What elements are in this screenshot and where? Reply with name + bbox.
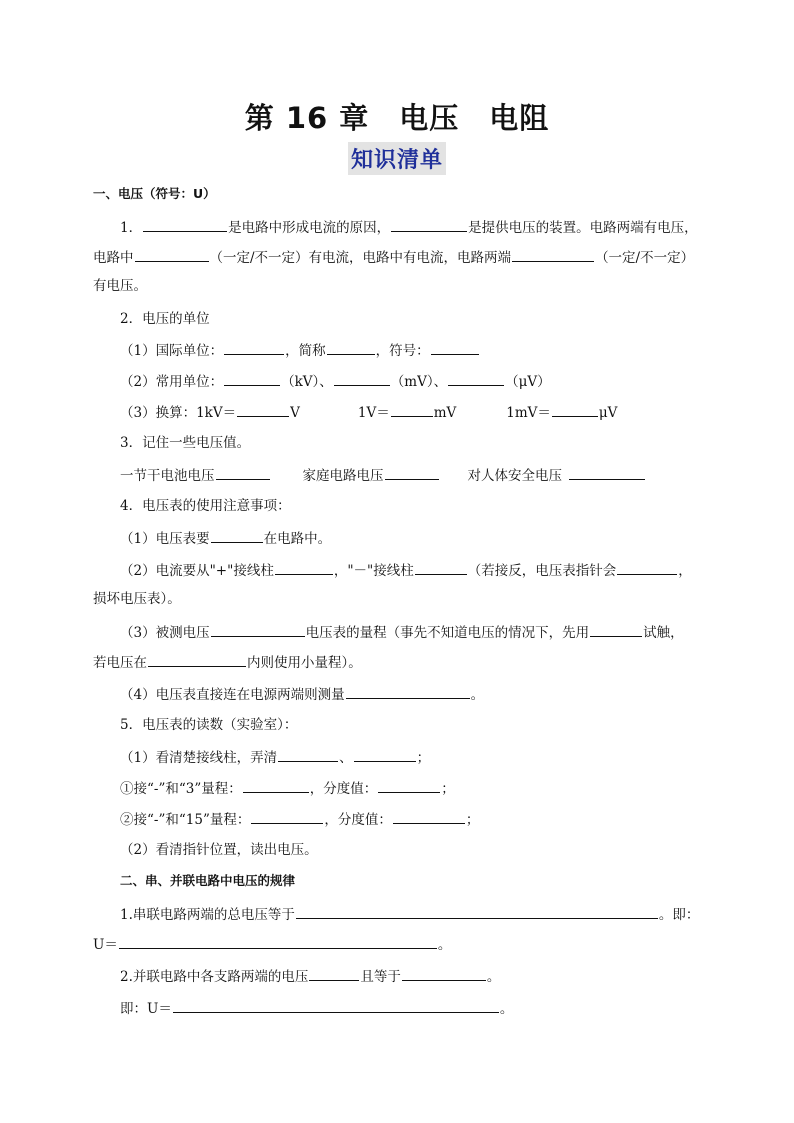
q4-text: （4）电压表直接连在电源两端则测量 [120, 687, 345, 703]
q1-text: 是提供电压的装置。电路两端有电压， [468, 220, 698, 236]
q2-text: 1mV＝ [506, 405, 551, 421]
blank-field[interactable] [211, 527, 263, 543]
rule-text: 2.并联电路中各支路两端的电压 [120, 969, 309, 985]
blank-field[interactable] [275, 559, 333, 575]
blank-field[interactable] [431, 339, 479, 355]
rule-text: 。 [499, 1001, 514, 1017]
question-4-part-2 [120, 559, 732, 581]
blank-field[interactable] [243, 777, 309, 793]
q2-text: （kV）、 [281, 374, 333, 390]
question-4-part-1 [120, 527, 732, 549]
blank-field[interactable] [135, 246, 209, 262]
q2-text: μV [598, 405, 618, 421]
blank-field[interactable] [148, 651, 246, 667]
question-2-part-2 [120, 370, 732, 392]
question-5-range-15 [120, 808, 732, 830]
rule-2-line-1 [120, 965, 732, 987]
question-4-part-2-cont: 损坏电压表）。 [93, 591, 181, 607]
blank-field[interactable] [119, 933, 437, 949]
q5-text: 、 [339, 750, 353, 766]
q4-text: 试触， [643, 625, 684, 641]
question-4-part-4 [120, 683, 732, 705]
blank-field[interactable] [278, 746, 338, 762]
q4-text: （3）被测电压 [120, 625, 210, 641]
blank-field[interactable] [173, 997, 499, 1013]
question-4-part-3-cont [93, 651, 705, 673]
rule-text: U＝ [93, 937, 118, 953]
blank-field[interactable] [512, 246, 594, 262]
question-4-heading: 4．电压表的使用注意事项： [120, 498, 291, 514]
q4-text: 。 [470, 687, 485, 703]
q4-text: （2）电流要从"+"接线柱 [120, 563, 274, 579]
blank-field[interactable] [378, 777, 440, 793]
page-title: 第 16 章 电压 电阻 [244, 101, 550, 135]
blank-field[interactable] [569, 464, 645, 480]
blank-field[interactable] [385, 464, 439, 480]
q4-text: 在电路中。 [263, 531, 332, 547]
question-5-heading: 5．电压表的读数（实验室）： [120, 717, 298, 733]
q5-text: ； [441, 781, 455, 797]
blank-field[interactable] [143, 216, 227, 232]
q1-text: 是电路中形成电流的原因， [228, 220, 391, 236]
rule-text: 。 [486, 969, 501, 985]
q3-text: 对人体安全电压 [467, 468, 562, 484]
q2-text: mV [433, 405, 457, 421]
blank-field[interactable] [334, 370, 390, 386]
question-2-heading: 2．电压的单位 [120, 311, 210, 327]
q4-text: ， [678, 563, 692, 579]
section-2-heading: 二、串、并联电路中电压的规律 [120, 873, 296, 888]
q2-text: ，符号： [375, 343, 430, 359]
q3-text: 家庭电路电压 [302, 468, 384, 484]
q4-text: 内则使用小量程）。 [247, 655, 362, 671]
blank-field[interactable] [617, 559, 677, 575]
question-5-range-3 [120, 777, 732, 799]
question-3-heading: 3．记住一些电压值。 [120, 435, 251, 451]
rule-1-line-2 [93, 933, 705, 955]
rule-1-line-1 [120, 903, 732, 925]
subtitle-wrap [0, 142, 794, 175]
rule-text: 且等于 [360, 969, 401, 985]
question-1-line-2 [93, 246, 705, 268]
question-1-line-1 [120, 216, 732, 238]
q1-text: （一定/不一定）有电流，电路中有电流，电路两端 [209, 250, 512, 266]
q5-text: ①接“-”和“3”量程： [120, 781, 242, 797]
question-4-part-3 [120, 621, 732, 643]
blank-field[interactable] [327, 339, 375, 355]
question-5-part-2: （2）看清指针位置，读出电压。 [120, 842, 318, 858]
blank-field[interactable] [590, 621, 642, 637]
q2-text: （3）换算：1kV＝ [120, 405, 237, 421]
question-5-part-1 [120, 746, 732, 768]
blank-field[interactable] [393, 808, 465, 824]
q2-text: （1）国际单位： [120, 343, 224, 359]
blank-field[interactable] [296, 903, 658, 919]
blank-field[interactable] [224, 370, 280, 386]
q1-text: 电路中 [93, 250, 134, 266]
blank-field[interactable] [391, 401, 433, 417]
page-subtitle: 知识清单 [348, 142, 446, 175]
rule-2-line-2 [120, 997, 732, 1019]
blank-field[interactable] [237, 401, 289, 417]
section-1-heading: 一、电压（符号：U） [93, 186, 216, 201]
blank-field[interactable] [415, 559, 467, 575]
q5-text: ②接“-”和“15”量程： [120, 812, 251, 828]
q1-text: （一定/不一定） [595, 250, 695, 266]
q2-text: （2）常用单位： [120, 374, 224, 390]
q5-text: ； [416, 750, 431, 766]
q4-text: （1）电压表要 [120, 531, 210, 547]
q5-text: （1）看清楚接线柱，弄清 [120, 750, 278, 766]
q2-text: 1V＝ [357, 405, 390, 421]
q4-text: （若接反，电压表指针会 [467, 563, 617, 579]
blank-field[interactable] [354, 746, 416, 762]
q5-text: ，分度值： [309, 781, 378, 797]
blank-field[interactable] [391, 216, 467, 232]
question-2-part-3 [120, 401, 732, 423]
blank-field[interactable] [402, 965, 486, 981]
q4-text: ，"－"接线柱 [333, 563, 414, 579]
q5-text: ； [465, 812, 480, 828]
blank-field[interactable] [309, 965, 359, 981]
question-2-part-1 [120, 339, 732, 361]
blank-field[interactable] [552, 401, 598, 417]
q2-text: （μV） [505, 374, 551, 390]
question-1-line-3: 有电压。 [93, 278, 147, 294]
blank-field[interactable] [448, 370, 504, 386]
q5-text: ，分度值： [324, 812, 392, 828]
blank-field[interactable] [211, 621, 305, 637]
q3-text: 一节干电池电压 [120, 468, 215, 484]
q2-text: （mV）、 [390, 374, 448, 390]
blank-field[interactable] [224, 339, 284, 355]
q4-text: 若电压在 [93, 655, 147, 671]
blank-field[interactable] [216, 464, 270, 480]
q2-text: ，简称 [285, 343, 326, 359]
q2-text: V [290, 405, 300, 421]
blank-field[interactable] [251, 808, 323, 824]
rule-text: 。 [437, 937, 452, 953]
q4-text: 电压表的量程（事先不知道电压的情况下，先用 [305, 625, 590, 641]
blank-field[interactable] [346, 683, 470, 699]
rule-text: 。即： [658, 907, 700, 923]
rule-text: 1.串联电路两端的总电压等于 [120, 907, 295, 923]
q1-number: 1． [120, 220, 143, 236]
question-3-values [120, 464, 732, 486]
rule-text: 即：U＝ [120, 1001, 172, 1017]
